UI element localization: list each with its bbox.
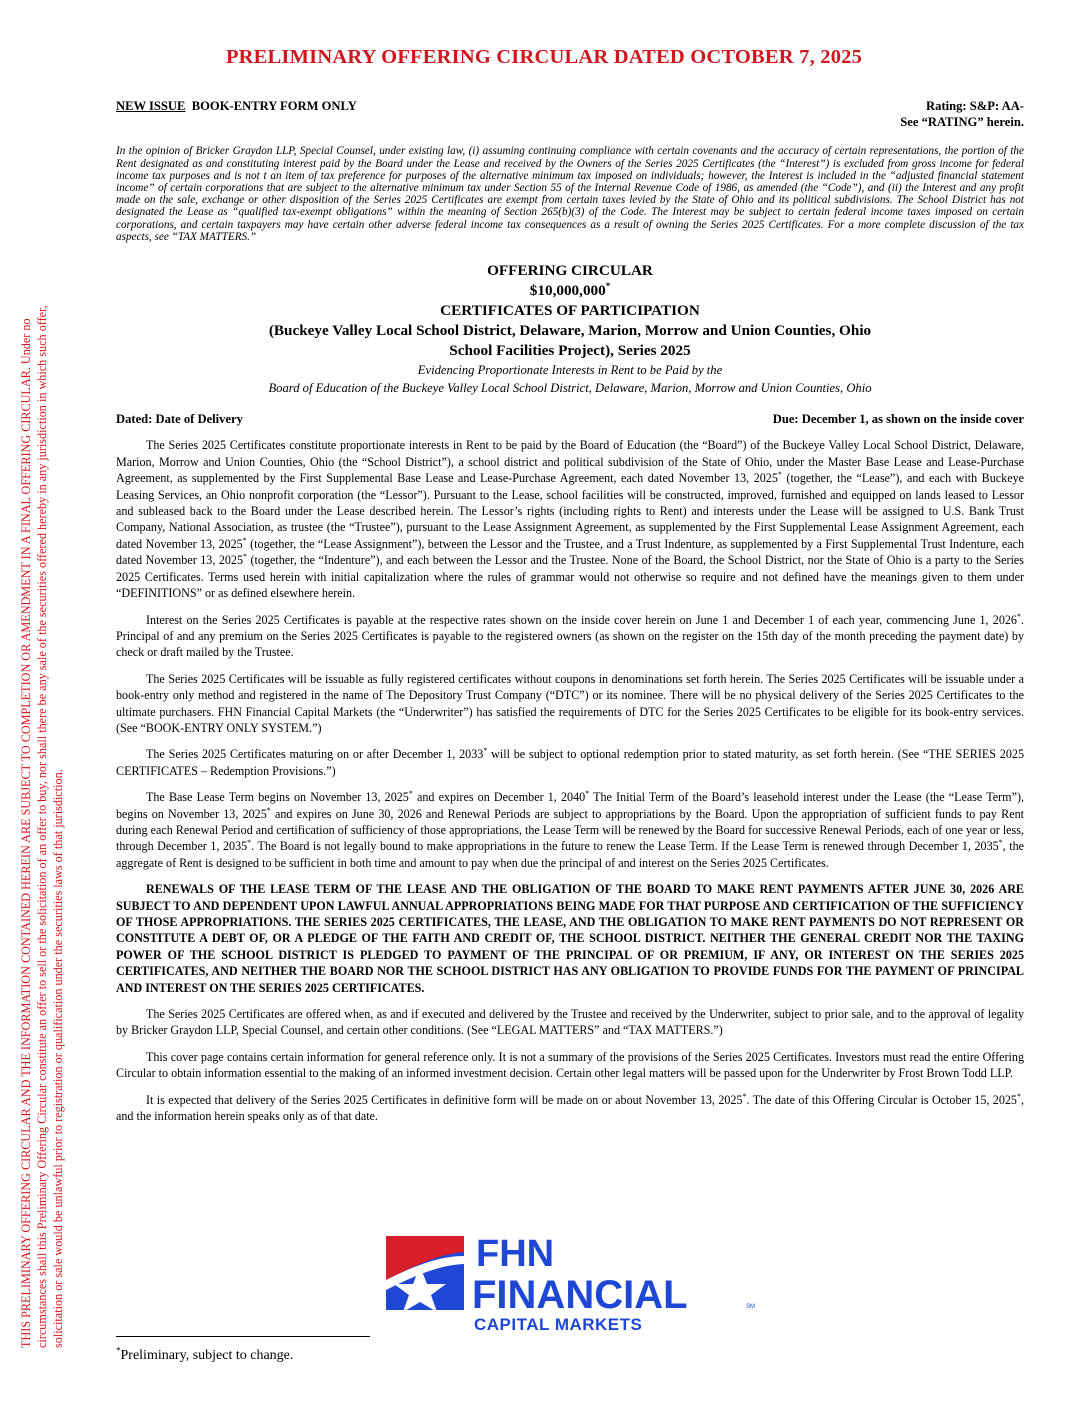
certificates-title: CERTIFICATES OF PARTICIPATION bbox=[440, 302, 700, 320]
title-block bbox=[116, 261, 1024, 397]
paragraph-offered: The Series 2025 Certificates are offered when, as and if executed and delivered by the Trustee and received by the Underwriter, subject to prior sale, and to the approval of legality by Bricker Graydon LLP, Special Counsel, and certain other conditions. (See “LEGAL MATTERS” and “TAX MATTERS.”) bbox=[116, 1007, 1024, 1038]
side-disclaimer-line2: circumstances shall this Preliminary Offering Circular constitute an offer to sell or the solicitation of an offer to buy, nor shall there be any sale of the securities offered hereby in any jurisdiction in which such offer, bbox=[35, 305, 49, 1348]
body-text bbox=[116, 437, 1024, 1124]
paragraph-redemption: The Series 2025 Certificates maturing on or after December 1, 2033* will be subject to optional redemption prior to stated maturity, as set forth herein. (See “THE SERIES 2025 CERTIFICATES – Redemption Provisions.”) bbox=[116, 746, 1024, 778]
rating-label: Rating: S&P: AA- bbox=[926, 99, 1024, 113]
book-entry-label: BOOK-ENTRY FORM ONLY bbox=[191, 99, 357, 113]
rating-reference: See “RATING” herein. bbox=[900, 115, 1024, 130]
due-label: Due: December 1, as shown on the inside cover bbox=[772, 412, 1024, 427]
preliminary-header: PRELIMINARY OFFERING CIRCULAR DATED OCTOBER 7, 2025 bbox=[225, 46, 863, 68]
paragraph-book-entry: The Series 2025 Certificates will be issuable as fully registered certificates without coupons in denominations set forth herein. The Series 2025 Certificates will be issuable under a book-entry only method and registered in the name of The Depository Trust Company (“DTC”) or its nominee. There will be no physical delivery of the Series 2025 Certificates to the ultimate purchasers. FHN Financial Capital Markets (the “Underwriter”) has satisfied the requirements of DTC for the Series 2025 Certificates to be eligible for its book-entry services. (See “BOOK-ENTRY ONLY SYSTEM.”) bbox=[116, 671, 1024, 735]
project-title: School Facilities Project), Series 2025 bbox=[449, 342, 691, 360]
logo-sm: SM bbox=[746, 1304, 755, 1310]
paragraph-lease-term: The Base Lease Term begins on November 13, 2025* and expires on December 1, 2040* The Initial Term of the Board’s leasehold interest under the Lease (the “Lease Term”), begins on November 13, 2025* and expires on June 30, 2026 and Renewal Periods are subject to appropriations by the Board. Upon the appropriation of sufficient funds to pay Rent during each Renewal Period and certification of sufficiency of those appropriations, the Lease Term will be renewed by the Board for successive Renewal Periods, each of one year or less, through December 1, 2035*. The Board is not legally bound to make appropriations in the future to renew the Lease Term. If the Lease Term is renewed through December 1, 2035*, the aggregate of Rent is designed to be sufficient in both time and amount to pay when due the principal of and interest on the Series 2025 Certificates. bbox=[116, 789, 1025, 870]
dated-label: Dated: Date of Delivery bbox=[116, 412, 243, 427]
logo-financial: FINANCIAL bbox=[472, 1273, 688, 1317]
logo-capital-markets: CAPITAL MARKETS bbox=[474, 1315, 643, 1334]
dated-due-row bbox=[116, 411, 1024, 427]
evidencing-line: Evidencing Proportionate Interests in Rent to be Paid by the bbox=[417, 363, 723, 378]
paragraph-appropriations: RENEWALS OF THE LEASE TERM OF THE LEASE AND THE OBLIGATION OF THE BOARD TO MAKE RENT PAYMENTS AFTER JUNE 30, 2026 ARE SUBJECT TO AND DEPENDENT UPON LAWFUL ANNUAL APPROPRIATIONS BEING MADE FOR THAT PURPOSE AND CERTIFICATION OF THE SUFFICIENCY OF THOSE APPROPRIATIONS. THE SERIES 2025 CERTIFICATES, THE LEASE, AND THE OBLIGATION TO MAKE RENT PAYMENTS DO NOT REPRESENT OR CONSTITUTE A DEBT OF, OR A PLEDGE OF THE FAITH AND CREDIT OF, THE SCHOOL DISTRICT. NEITHER THE GENERAL CREDIT NOR THE TAXING POWER OF THE SCHOOL DISTRICT IS PLEDGED TO PAYMENT OF THE PRINCIPAL OF OR PREMIUM, IF ANY, OR INTEREST ON THE SERIES 2025 CERTIFICATES, AND NEITHER THE BOARD NOR THE SCHOOL DISTRICT HAS ANY OBLIGATION TO PROVIDE FUNDS FOR THE PAYMENT OF PRINCIPAL AND INTEREST ON THE SERIES 2025 CERTIFICATES. bbox=[116, 882, 1024, 995]
side-disclaimer-line1: THIS PRELIMINARY OFFERING CIRCULAR AND THE INFORMATION CONTAINED HEREIN ARE SUBJECT TO COMPLETION OR AMENDMENT IN A FINAL OFFERING CIRCULAR. Under no bbox=[19, 318, 33, 1348]
district-title: (Buckeye Valley Local School District, Delaware, Marion, Morrow and Union Counties, Ohio bbox=[268, 322, 872, 340]
side-disclaimer bbox=[18, 88, 66, 1348]
logo-fhn: FHN bbox=[476, 1234, 555, 1275]
paragraph-interest: Interest on the Series 2025 Certificates is payable at the respective rates shown on the inside cover herein on June 1 and December 1 of each year, commencing June 1, 2026*. Principal of and any premium on the Series 2025 Certificates is payable to the registered owners (as shown on the register on the 15th day of the month preceding the payment date) by check or draft mailed by the Trustee. bbox=[116, 611, 1024, 660]
footnote-divider bbox=[116, 1336, 370, 1337]
tax-opinion: In the opinion of Bricker Graydon LLP, Special Counsel, under existing law, (i) assuming continuing compliance with certain covenants and the accuracy of certain representations, the portion of the Rent designated as and constituting interest paid by the Board under the Lease and received by the Owners of the Series 2025 Certificates (the “Interest”) is excluded from gross income for federal income tax purposes and is not t an item of tax preference for purposes of the alternative minimum tax imposed on individuals; however, the Interest is included in the “adjusted financial statement income” of certain corporations that are subject to the alternative minimum tax under Section 55 of the Internal Revenue Code of 1986, as amended (the “Code”), and (ii) the Interest and any profit made on the sale, exchange or other disposition of the Series 2025 Certificates are exempt from certain taxes levied by the State of Ohio and its political subdivisions. The School District has not designated the Lease as “qualified tax-exempt obligations” within the meaning of Section 265(b)(3) of the Code. The Interest may be subject to certain federal income taxes imposed on certain corporations, and certain taxpayers may have certain other adverse federal income tax consequences as a result of owning the Series 2025 Certificates. For a more complete discussion of the tax aspects, see “TAX MATTERS.” bbox=[116, 145, 1024, 243]
cover-content bbox=[116, 98, 1024, 1124]
side-disclaimer-line3: solicitation or sale would be unlawful prior to registration or qualification under the securities laws of that jurisdiction. bbox=[51, 769, 65, 1348]
footnote: *Preliminary, subject to change. bbox=[116, 1345, 294, 1363]
paragraph-delivery: It is expected that delivery of the Series 2025 Certificates in definitive form will be made on or about November 13, 2025*. The date of this Offering Circular is October 15, 2025*, and the information herein speaks only as of that date. bbox=[116, 1091, 1024, 1124]
offering-amount: $10,000,000* bbox=[529, 280, 611, 300]
offering-circular-title: OFFERING CIRCULAR bbox=[487, 262, 653, 280]
paragraph-cover-info: This cover page contains certain information for general reference only. It is not a summary of the provisions of the Series 2025 Certificates. Investors must read the entire Offering Circular to obtain information essential to the making of an informed investment decision. Certain other legal matters will be passed upon for the Underwriter by Frost Brown Todd LLP. bbox=[116, 1049, 1024, 1081]
star-flag-icon bbox=[386, 1236, 464, 1312]
fhn-financial-logo bbox=[384, 1234, 764, 1336]
board-line: Board of Education of the Buckeye Valley Local School District, Delaware, Marion, Morrow and Union Counties, Ohio bbox=[268, 381, 872, 396]
issue-type bbox=[116, 98, 357, 114]
paragraph-lease: The Series 2025 Certificates constitute proportionate interests in Rent to be paid by the Board of Education (the “Board”) of the Buckeye Valley Local School District, Delaware, Marion, Morrow and Union Counties, Ohio (the “School District”), a school district and political subdivision of the State of Ohio, under the Master Base Lease and Lease-Purchase Agreement, as supplemented by the First Supplemental Base Lease and Lease-Purchase Agreement, each dated November 13, 2025* (together, the “Lease”), and each with Buckeye Leasing Services, an Ohio nonprofit corporation (the “Lessor”). Pursuant to the Lease, school facilities will be constructed, improved, furnished and equipped on lands leased to Lessor and subleased back to the Board under the Lease described herein. The Lessor’s rights (including rights to Rent) and interests under the Lease will be assigned to U.S. Bank Trust Company, National Association, as trustee (the “Trustee”), pursuant to the Lease Assignment Agreement, as supplemented by the First Supplemental Lease Assignment Agreement, each dated November 13, 2025* (together, the “Lease Assignment”), between the Lessor and the Trustee, and a Trust Indenture, as supplemented by a First Supplemental Trust Indenture, each dated November 13, 2025* (together, the “Indenture”), and each between the Lessor and the Trustee. None of the Board, the School District, nor the State of Ohio is a party to the Series 2025 Certificates. Terms used herein with initial capitalization where the rules of grammar would not otherwise so require and not defined have the meanings given to them under “DEFINITIONS” or as defined elsewhere herein. bbox=[116, 438, 1024, 601]
issue-row bbox=[116, 98, 1024, 114]
new-issue-label: NEW ISSUE bbox=[116, 99, 186, 113]
